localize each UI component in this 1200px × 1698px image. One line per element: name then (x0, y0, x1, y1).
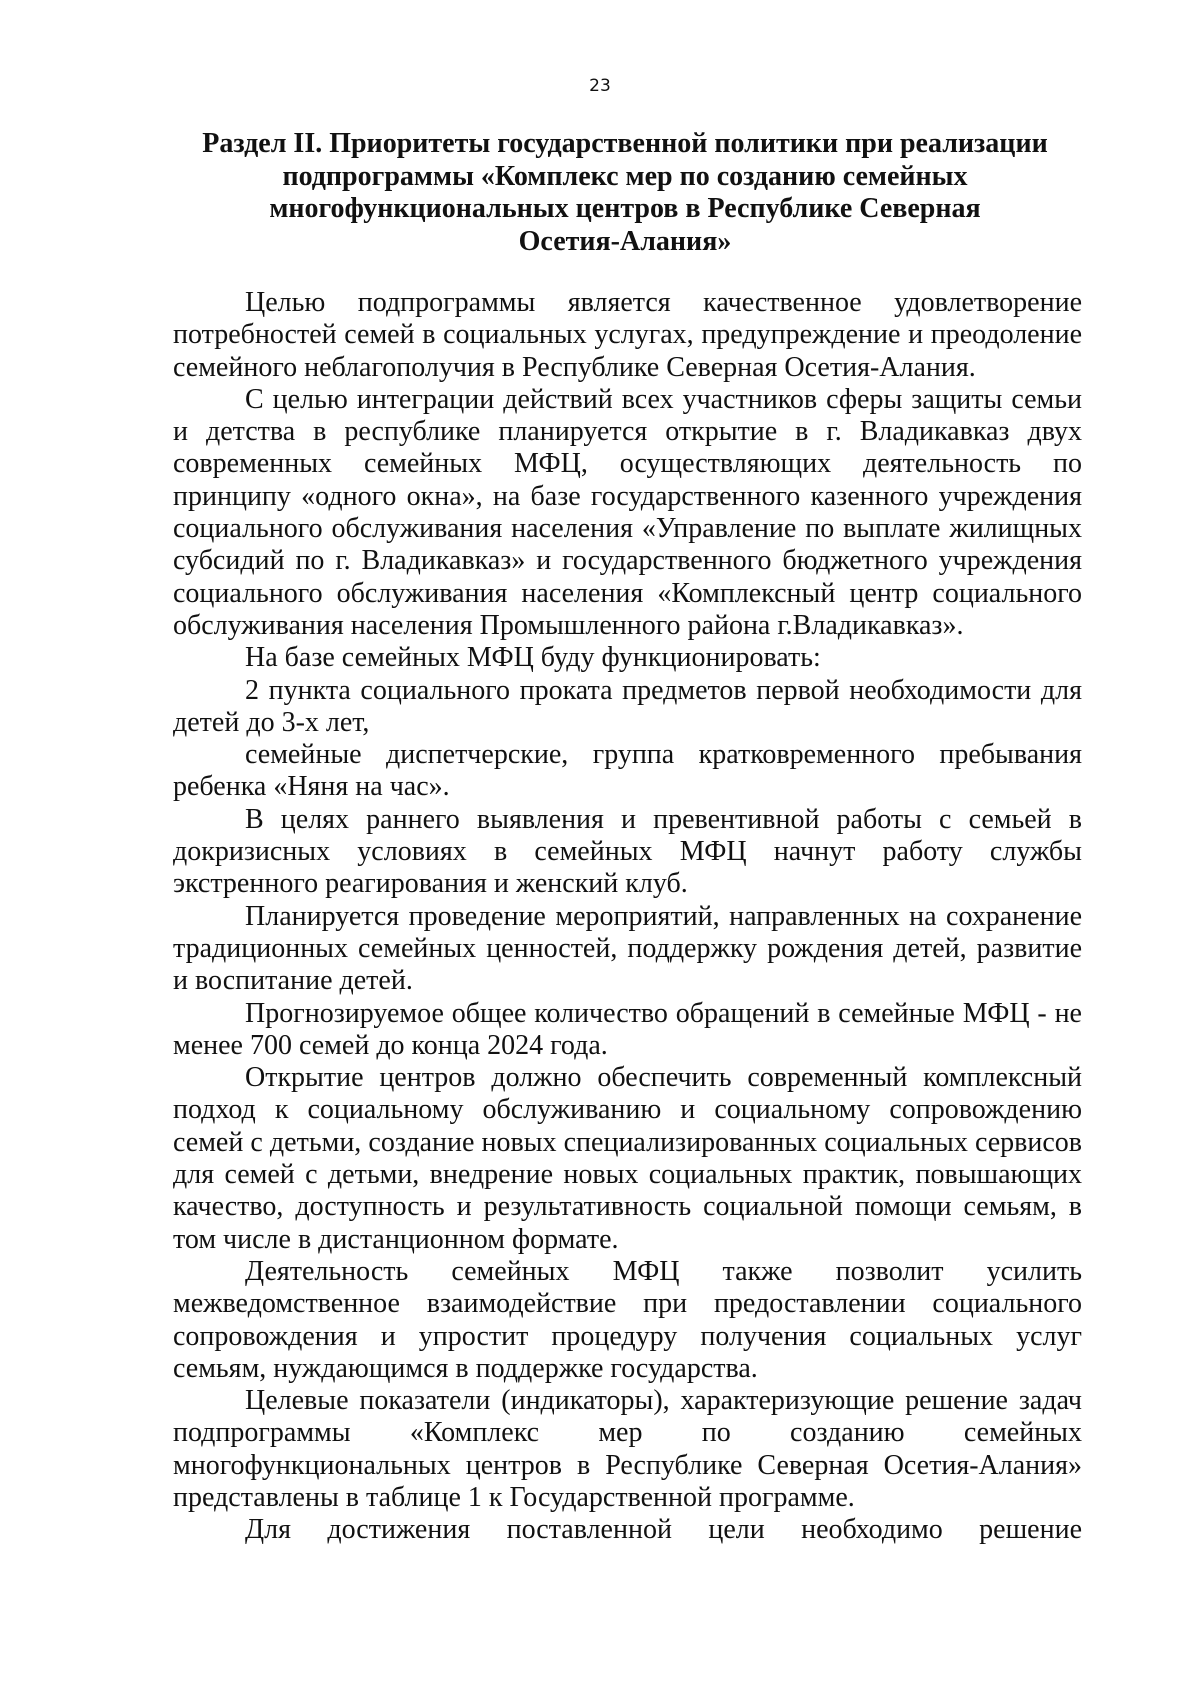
heading-line: подпрограммы «Комплекс мер по созданию семейных (282, 160, 968, 192)
paragraph-interagency: Деятельность семейных МФЦ также позволит усилить межведомственное взаимодействие при предоставлении социального сопровождения и упростит процедуру получения социальных услуг семьям, нуждающимся в поддержке государства. (173, 1255, 1082, 1384)
paragraph-events: Планируется проведение мероприятий, направленных на сохранение традиционных семейных ценностей, поддержку рождения детей, развитие и воспитание детей. (173, 900, 1082, 997)
paragraph-goal: Целью подпрограммы является качественное удовлетворение потребностей семей в социальных услугах, предупреждение и преодоление семейного неблагополучия в Республике Северная Осетия-Алания. (173, 287, 1082, 383)
paragraph-functions-intro: На базе семейных МФЦ буду функционировать: (245, 642, 821, 674)
paragraph-centers-opening: Открытие центров должно обеспечить современный комплексный подход к социальному обслуживанию и социальному сопровождению семей с детьми, создание новых специализированных социальных сервисов для семей с детьми, внедрение новых социальных практик, повышающих качество, доступность и результативность социальной помощи семьям, в том числе в дистанционном формате. (173, 1062, 1082, 1255)
paragraph-dispatch-groups: семейные диспетчерские, группа кратковременного пребывания ребенка «Няня на час». (173, 739, 1082, 803)
paragraph-indicators: Целевые показатели (индикаторы), характеризующие решение задач подпрограммы «Комплекс мер по созданию семейных многофункциональных центров в Республике Северная Осетия-Алания» представлены в таблице 1 к Государственной программе. (173, 1385, 1082, 1513)
paragraph-early-detection: В целях раннего выявления и превентивной работы с семьей в докризисных условиях в семейных МФЦ начнут работу службы экстренного реагирования и женский клуб. (173, 803, 1082, 900)
paragraph-forecast: Прогнозируемое общее количество обращений в семейные МФЦ - не менее 700 семей до конца 2024 года. (173, 997, 1082, 1061)
paragraph-rental-points: 2 пункта социального проката предметов первой необходимости для детей до 3-х лет, (173, 674, 1082, 738)
heading-line: Раздел II. Приоритеты государственной политики при реализации (202, 128, 1048, 159)
heading-line: многофункциональных центров в Республике Северная (269, 193, 981, 224)
page-number: 23 (589, 76, 611, 96)
heading-line: Осетия-Алания» (518, 225, 732, 257)
paragraph-integration: С целью интеграции действий всех участников сферы защиты семьи и детства в республике планируется открытие в г. Владикавказ двух современных семейных МФЦ, осуществляющих деятельность по принципу «одного окна», на базе государственного казенного учреждения социального обслуживания населения «Управление по выплате жилищных субсидий по г. Владикавказ» и государственного бюджетного учреждения социального обслуживания населения «Комплексный центр социального обслуживания населения Промышленного района г.Владикавказ». (173, 383, 1082, 641)
paragraph-achievement: Для достижения поставленной цели необходимо решение (245, 1514, 1082, 1546)
section-heading (200, 128, 1050, 258)
document-body (173, 287, 1082, 1547)
